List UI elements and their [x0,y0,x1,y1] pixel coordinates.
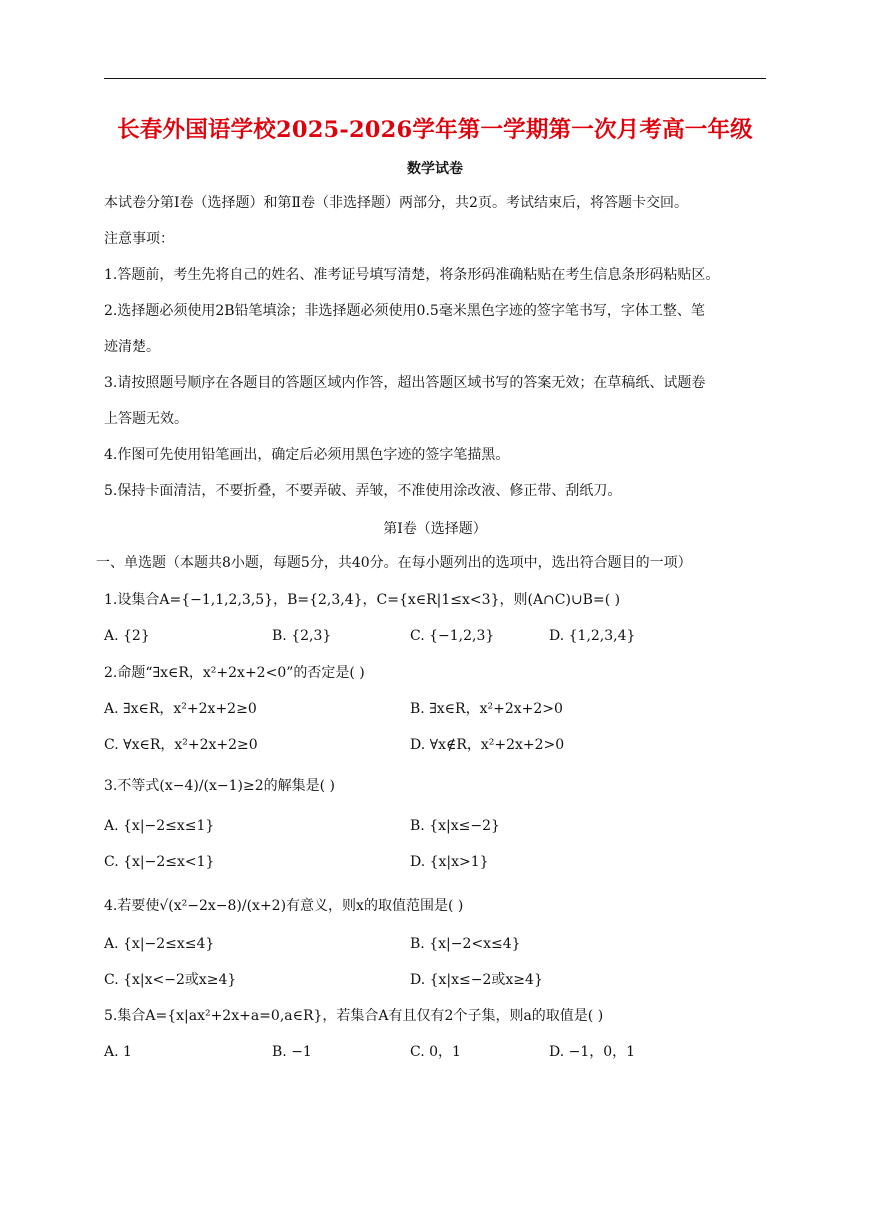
option-c: C. {x|−2≤x<1} [104,854,215,870]
option-a: A. {2} [104,628,150,644]
option-c: C. ∀x∈R，x²+2x+2≥0 [104,737,258,753]
question-stem: 1.设集合A={−1,1,2,3,5}，B={2,3,4}，C={x∈R|1≤x<3}，则(A∩C)∪B=( ) [104,592,621,608]
exam-subtitle: 数学试卷 [407,161,463,177]
intro-text: 本试卷分第Ⅰ卷（选择题）和第Ⅱ卷（非选择题）两部分，共2页。考试结束后，将答题卡交回。 [104,195,688,211]
option-b: B. −1 [272,1044,312,1060]
notice-item: 2.选择题必须使用2B铅笔填涂；非选择题必须使用0.5毫米黑色字迹的签字笔书写，字体工整、笔 [104,303,705,319]
question-stem: 5.集合A={x|ax²+2x+a=0,a∈R}，若集合A有且仅有2个子集，则a的取值是( ) [104,1008,604,1024]
notice-item: 5.保持卡面清洁，不要折叠，不要弄破、弄皱，不准使用涂改液、修正带、刮纸刀。 [104,483,622,499]
section-title: 第Ⅰ卷（选择题） [383,521,487,537]
question-stem: 2.命题“∃x∈R，x²+2x+2<0”的否定是( ) [104,665,365,681]
question-stem: 4.若要使√(x²−2x−8)/(x+2)有意义，则x的取值范围是( ) [104,898,464,914]
notice-item: 上答题无效。 [104,411,188,427]
option-c: C. {x|x<−2或x≥4} [104,972,237,988]
option-b: B. {x|x≤−2} [410,818,500,834]
header-rule [104,78,766,79]
option-c: C. {−1,2,3} [410,628,495,644]
option-d: D. {x|x>1} [410,854,489,870]
option-b: B. {2,3} [272,628,332,644]
question-stem: 3.不等式(x−4)/(x−1)≥2的解集是( ) [104,778,335,794]
notice-item: 3.请按照题号顺序在各题目的答题区域内作答，超出答题区域书写的答案无效；在草稿纸、试题卷 [104,375,706,391]
part-heading: 一、单选题（本题共8小题，每题5分，共40分。在每小题列出的选项中，选出符合题目的一项） [96,555,692,571]
notice-item: 1.答题前，考生先将自己的姓名、准考证号填写清楚，将条形码准确粘贴在考生信息条形码粘贴区。 [104,267,720,283]
option-a: A. ∃x∈R，x²+2x+2≥0 [104,701,257,717]
option-a: A. 1 [104,1044,132,1060]
option-d: D. −1，0，1 [549,1044,636,1060]
option-a: A. {x|−2≤x≤1} [104,818,215,834]
option-d: D. {1,2,3,4} [549,628,636,644]
notice-item: 4.作图可先使用铅笔画出，确定后必须用黑色字迹的签字笔描黑。 [104,447,510,463]
option-c: C. 0，1 [410,1044,461,1060]
option-d: D. {x|x≤−2或x≥4} [410,972,543,988]
option-a: A. {x|−2≤x≤4} [104,936,215,952]
exam-title: 长春外国语学校2025-2026学年第一学期第一次月考高一年级 [117,117,753,143]
option-b: B. {x|−2<x≤4} [410,936,521,952]
notice-item: 迹清楚。 [104,339,160,355]
option-b: B. ∃x∈R，x²+2x+2>0 [410,701,563,717]
notice-heading: 注意事项： [104,231,174,247]
option-d: D. ∀x∉R，x²+2x+2>0 [410,737,565,753]
